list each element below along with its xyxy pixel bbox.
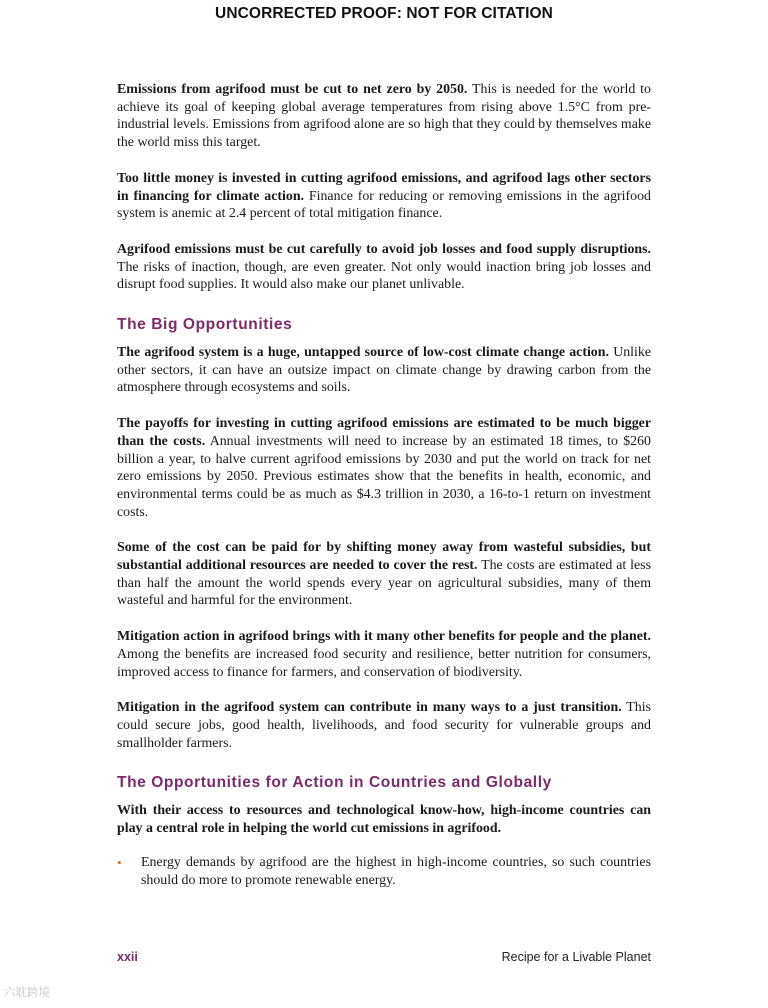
paragraph-text: This could secure jobs, good health, livelihoods, and food security for vulnerable groups and smallholder farmers. <box>117 700 651 751</box>
paragraph-just-transition <box>117 699 651 752</box>
paragraph-text: Among the benefits are increased food security and resilience, better nutrition for consumers, improved access to finance for farmers, and conservation of biodiversity. <box>117 646 651 680</box>
paragraph-subsidies <box>117 539 651 610</box>
paragraph-finance <box>117 170 651 223</box>
paragraph-lead: Agrifood emissions must be cut carefully to avoid job losses and food supply disruptions. <box>117 241 651 257</box>
paragraph-text: Unlike other sectors, it can have an outsize impact on climate change by drawing carbon from the atmosphere through ecosystems and soils. <box>117 345 651 396</box>
paragraph-payoffs <box>117 415 651 521</box>
paragraph-text: Finance for reducing or removing emissions in the agrifood system is anemic at 2.4 percent of total mitigation finance. <box>117 188 651 222</box>
section-heading-big-opportunities: The Big Opportunities <box>117 316 293 334</box>
list-item <box>117 854 651 889</box>
page-body <box>117 81 651 889</box>
watermark: 六耽跨境 <box>4 985 50 999</box>
running-footer-title: Recipe for a Livable Planet <box>501 950 651 964</box>
paragraph-lead: Mitigation in the agrifood system can contribute in many ways to a just transition. <box>117 700 622 716</box>
paragraph-text: This is needed for the world to achieve its goal of keeping global average temperatures from rising above 1.5°C from pre-industrial levels. Emissions from agrifood alone are so high that they could by themselves make the world miss this target. <box>117 82 651 151</box>
paragraph-lead: Mitigation action in agrifood brings with it many other benefits for people and the planet. <box>117 629 651 645</box>
paragraph-job-losses <box>117 241 651 294</box>
proof-notice: UNCORRECTED PROOF: NOT FOR CITATION <box>215 5 553 22</box>
paragraph-lead: Some of the cost can be paid for by shifting money away from wasteful subsidies, but substantial additional resources are needed to cover the rest. <box>117 540 651 574</box>
bullet-icon: • <box>117 854 122 870</box>
paragraph-lead: The payoffs for investing in cutting agrifood emissions are estimated to be much bigger than the costs. <box>117 416 651 449</box>
paragraph-net-zero <box>117 81 651 152</box>
paragraph-text: Annual investments will need to increase by an estimated 18 times, to $260 billion a year, to halve current agrifood emissions by 2030 and put the world on track for net zero emissions by 2050. Previous estimates show that the benefits in health, economic, and environmental terms could be as much as $4.3 trillion in 2030, a 16-to-1 return on investment costs. <box>117 433 651 520</box>
paragraph-lead: Too little money is invested in cutting agrifood emissions, and agrifood lags other sectors in financing for climate action. <box>117 170 651 204</box>
paragraph-lead: Emissions from agrifood must be cut to net zero by 2050. <box>117 82 468 97</box>
paragraph-text: The costs are estimated at less than half the amount the world spends every year on agricultural subsidies, many of them wasteful and harmful for the environment. <box>117 558 651 609</box>
list-item-text: Energy demands by agrifood are the highest in high-income countries, so such countries should do more to promote renewable energy. <box>141 854 651 888</box>
page-number: xxii <box>117 950 138 964</box>
paragraph-untapped-source <box>117 344 651 397</box>
bullet-list <box>117 854 651 889</box>
paragraph-co-benefits <box>117 628 651 681</box>
section-heading-opportunities-for-action: The Opportunities for Action in Countries and Globally <box>117 774 552 792</box>
paragraph-lead: The agrifood system is a huge, untapped source of low-cost climate change action. <box>117 345 609 361</box>
paragraph-text: The risks of inaction, though, are even greater. Not only would inaction bring job losses and disrupt food supplies. It would also make our planet unlivable. <box>117 259 651 293</box>
paragraph-high-income-countries <box>117 802 651 837</box>
paragraph-lead: With their access to resources and technological know-how, high-income countries can play a central role in helping the world cut emissions in agrifood. <box>117 803 651 837</box>
